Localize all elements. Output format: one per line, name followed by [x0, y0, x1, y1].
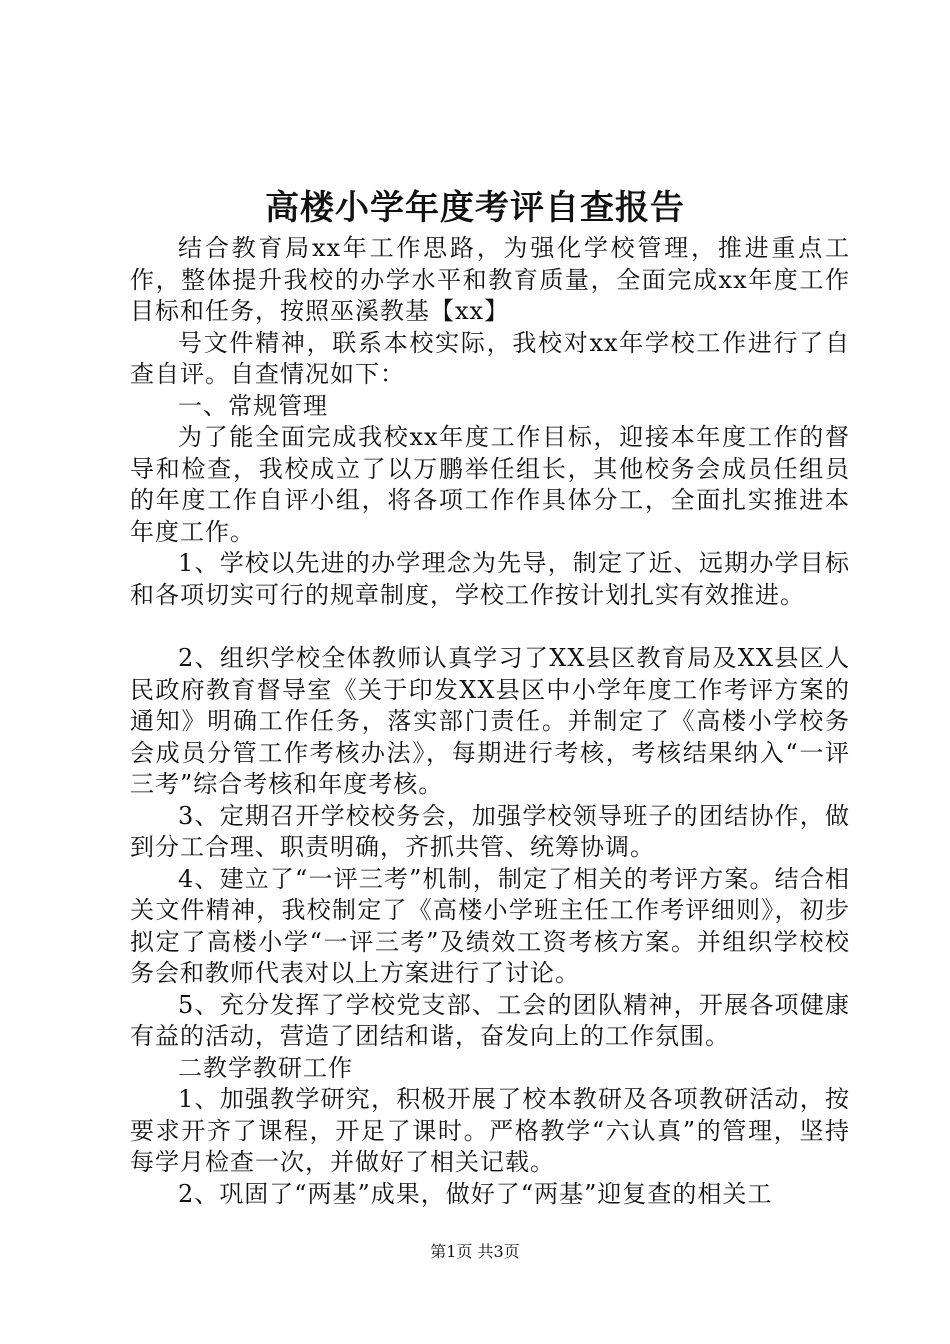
paragraph: 为了能全面完成我校xx年度工作目标，迎接本年度工作的督导和检查，我校成立了以万鹏举任组长，其他校务会成员任组员的年度工作自评小组，将各项工作作具体分工，全面扎实推进本年度工作。: [130, 423, 850, 546]
section-heading: 二教学教研工作: [178, 1053, 353, 1082]
paragraph: 4、建立了“一评三考”机制，制定了相关的考评方案。结合相关文件精神，我校制定了《高楼小学班主任工作考评细则》，初步拟定了高楼小学“一评三考”及绩效工资考核方案。并组织学校校务会和教师代表对以上方案进行了讨论。: [130, 864, 850, 987]
section-heading: 一、常规管理: [178, 391, 328, 420]
paragraph: 3、定期召开学校校务会，加强学校领导班子的团结协作，做到分工合理、职责明确，齐抓共管、统筹协调。: [130, 801, 850, 861]
document-title: 高楼小学年度考评自查报告: [265, 188, 685, 228]
document-body: [130, 233, 850, 1210]
paragraph: 1、学校以先进的办学理念为先导，制定了近、远期办学目标和各项切实可行的规章制度，学校工作按计划扎实有效推进。: [130, 549, 850, 609]
paragraph: 2、巩固了“两基”成果，做好了“两基”迎复查的相关工: [178, 1179, 773, 1208]
paragraph: 结合教育局xx年工作思路，为强化学校管理，推进重点工作，整体提升我校的办学水平和教育质量，全面完成xx年度工作目标和任务，按照巫溪教基【xx】: [130, 234, 850, 325]
page-number: 第1页 共3页: [430, 1242, 520, 1261]
paragraph: 号文件精神，联系本校实际，我校对xx年学校工作进行了自查自评。自查情况如下：: [130, 328, 850, 388]
paragraph-spacer: [130, 611, 850, 643]
paragraph: 5、充分发挥了学校党支部、工会的团队精神，开展各项健康有益的活动，营造了团结和谐，奋发向上的工作氛围。: [130, 990, 850, 1050]
paragraph: 2、组织学校全体教师认真学习了XX县区教育局及XX县区人民政府教育督导室《关于印发XX县区中小学年度工作考评方案的通知》明确工作任务，落实部门责任。并制定了《高楼小学校务会成员分管工作考核办法》，每期进行考核，考核结果纳入“一评三考”综合考核和年度考核。: [130, 644, 850, 798]
paragraph: 1、加强教学研究，积极开展了校本教研及各项教研活动，按要求开齐了课程，开足了课时。严格教学“六认真”的管理，坚持每学月检查一次，并做好了相关记载。: [130, 1085, 850, 1176]
